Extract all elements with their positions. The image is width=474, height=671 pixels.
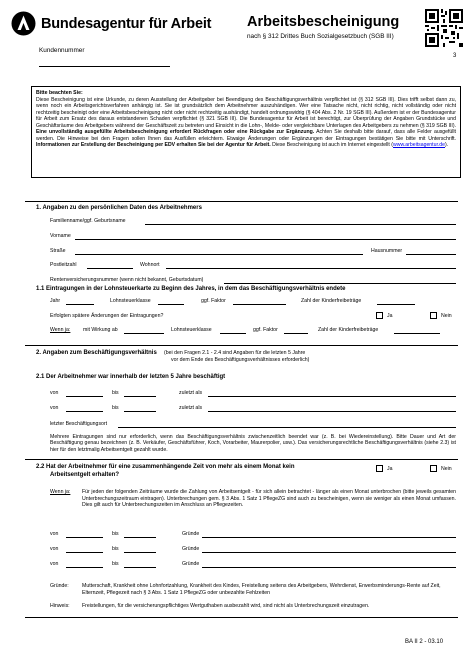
section-2-top-rule: [25, 345, 458, 346]
interruption-1-to-field[interactable]: [124, 537, 156, 538]
notice-heading: Bitte beachten Sie:: [36, 90, 83, 96]
section-2-2-title-2: Arbeitsentgelt erhalten?: [50, 472, 120, 478]
employment-2-as-label: zuletzt als: [179, 405, 203, 411]
effective-from-field[interactable]: [124, 333, 164, 334]
interruption-3-reasons-field[interactable]: [202, 567, 456, 568]
employment-1-as-label: zuletzt als: [179, 390, 203, 396]
factor-2-field[interactable]: [284, 333, 308, 334]
employment-1-as-field[interactable]: [208, 396, 456, 397]
pension-number-field[interactable]: [224, 283, 456, 284]
notice-box: [31, 86, 461, 178]
customer-number-field[interactable]: [39, 66, 170, 67]
if-yes-label: Wenn ja:: [50, 327, 71, 333]
no-pay-no-checkbox[interactable]: [430, 465, 437, 472]
street-field[interactable]: [75, 254, 363, 255]
section-1-1-title: 1.1 Eintragungen in der Lohnsteuerkarte zu Beginn des Jahres, in dem das Beschäftigungsverhältnis endete: [36, 286, 346, 292]
website-link[interactable]: www.arbeitsagentur.de: [393, 142, 446, 149]
interruption-2-from-field[interactable]: [66, 552, 103, 553]
employment-2-to-field[interactable]: [124, 411, 156, 412]
pension-number-label: Rentenversicherungsnummer (wenn nicht bekannt, Geburtsdatum): [50, 277, 204, 283]
reasons-list-text: Mutterschaft, Krankheit ohne Lohnfortzahlung, Krankheit des Kindes, Freistellung seitens des Arbeitgebers, Wehrdienst, Erwerbsminderungs-Rente auf Zeit, Elternzeit, Pflegezeit nach § 3 Abs. 1 Satz 1 PflegeZG oder unbezahlte Fehlzeiten: [82, 583, 441, 596]
employment-2-to-label: bis: [112, 405, 119, 411]
employment-1-to-label: bis: [112, 390, 119, 396]
street-label: Straße: [50, 248, 66, 254]
no-pay-yes-checkbox[interactable]: [376, 465, 383, 472]
interruption-3-to-label: bis: [112, 561, 119, 567]
interruption-3-to-field[interactable]: [124, 567, 156, 568]
family-name-label: Familienname/ggf. Geburtsname: [50, 218, 126, 224]
interruption-2-to-label: bis: [112, 546, 119, 552]
section-1-title: 1. Angaben zu den persönlichen Daten des Arbeitnehmers: [36, 205, 202, 211]
effective-from-label: mit Wirkung ab: [83, 327, 118, 333]
section-2-2-title-1: 2.2 Hat der Arbeitnehmer für eine zusammenhängende Zeit von mehr als einem Monat kein: [36, 464, 295, 470]
qr-code: [425, 9, 463, 47]
interruption-3-from-label: von: [50, 561, 59, 567]
section-1-top-rule: [25, 201, 458, 202]
notice-text: Diese Bescheinigung ist eine Urkunde, zu deren Ausstellung der Arbeitgeber bei Beendigung des Beschäftigungsverhältnis verpflichtet ist (§ 312 SGB III). Dies trifft selbst dann zu, wenn noch ein Arbeitsgerichtsverfahren anhängig ist. Sie ist grundsätzlich dem Arbeitnehmer auszuhändigen. Wer eine Tatsache nicht, nicht richtig, nicht vollständig oder nicht rechtzeitig bescheinigt oder eine Arbeitsbescheinigung nicht oder nicht rechtzeitig aushändigt, handelt ordnungswidrig (§ 404 Abs. 2 Nr. 19 SGB III). Außerdem ist er der Bundesagentur für Arbeit zum Ersatz des daraus entstandenen Schaden verpflichtet (§ 321 SGB III). Die Bundesagentur für Arbeit ist berechtigt, zur Überprüfung der Angaben Grundstücke und Geschäftsräume des Arbeitgebers während der Geschäftszeit zu betreten und Einsicht in die Lohn-, Melde- oder vergleichbare Unterlagen des Arbeitgebers zu nehmen (§ 319 SGB III).: [36, 96, 456, 129]
changes-yes-label: Ja: [387, 313, 393, 319]
employment-2-from-field[interactable]: [66, 411, 103, 412]
reasons-list-label: Gründe:: [50, 583, 69, 589]
hint-label: Hinweis:: [50, 603, 70, 609]
tax-class-field[interactable]: [158, 304, 184, 305]
agency-logo-icon: [11, 11, 36, 36]
last-place-field[interactable]: [118, 427, 456, 428]
notice-text-2: Achten Sie deshalb bitte darauf, dass alle Felder ausgefüllt werden. Die Hinweise bei den Fragen sollen Ihnen das Ausfüllen erleichtern. Etwaige Änderungen oder Ergänzungen der Eintragungen bestätigen Sie bitte mit Unterschrift.: [36, 129, 456, 142]
child-allowance-label: Zahl der Kinderfreibeträge: [301, 298, 362, 304]
city-label: Wohnort: [140, 262, 160, 268]
interruption-1-to-label: bis: [112, 531, 119, 537]
notice-text-3: Diese Bescheinigung ist auch im Internet eingestellt (: [270, 142, 394, 149]
employment-1-from-label: von: [50, 390, 59, 396]
interruption-1-reasons-label: Gründe: [182, 531, 200, 537]
section-2-note-1: (bei den Fragen 2.1 - 2.4 sind Angaben für die letzten 5 Jahre: [164, 350, 306, 356]
postcode-field[interactable]: [87, 268, 133, 269]
no-pay-yes-label: Ja: [387, 466, 393, 472]
no-pay-if-yes-label: Wenn ja:: [50, 489, 71, 495]
employment-1-from-field[interactable]: [66, 396, 103, 397]
house-number-label: Hausnummer: [371, 248, 403, 254]
employment-2-from-label: von: [50, 405, 59, 411]
house-number-field[interactable]: [406, 254, 456, 255]
agency-name: Bundesagentur für Arbeit: [41, 16, 212, 32]
section-2-2-top-rule: [25, 459, 458, 460]
tax-class-label: Lohnsteuerklasse: [110, 298, 151, 304]
changes-no-checkbox[interactable]: [430, 312, 437, 319]
interruption-3-reasons-label: Gründe: [182, 561, 200, 567]
child-allowance-2-field[interactable]: [394, 333, 440, 334]
postcode-label: Postleitzahl: [50, 262, 77, 268]
form-subtitle: nach § 312 Drittes Buch Sozialgesetzbuch (SGB III): [247, 33, 394, 40]
section-2-2-bottom-rule: [25, 617, 458, 618]
last-place-label: letzter Beschäftigungsort: [50, 421, 108, 427]
form-code: BA II 2 - 03.10: [405, 639, 444, 645]
notice-text-close: ).: [445, 142, 449, 149]
customer-number-label: Kundennummer: [39, 47, 85, 54]
interruption-2-reasons-field[interactable]: [202, 552, 456, 553]
no-pay-no-label: Nein: [441, 466, 452, 472]
section-2-1-title: 2.1 Der Arbeitnehmer war innerhalb der letzten 5 Jahre beschäftigt: [36, 374, 226, 380]
interruption-2-reasons-label: Gründe: [182, 546, 200, 552]
first-name-field[interactable]: [75, 239, 456, 240]
section-2-note-2: vor dem Ende des Beschäftigungsverhältnisses erforderlich): [171, 357, 310, 363]
changes-no-label: Nein: [441, 313, 452, 319]
notice-body: [36, 97, 456, 149]
tax-class-2-field[interactable]: [220, 333, 246, 334]
city-field[interactable]: [166, 268, 456, 269]
child-allowance-2-label: Zahl der Kinderfreibeträge: [318, 327, 379, 333]
family-name-field[interactable]: [145, 224, 456, 225]
notice-text-bold-2: Informationen zur Erstellung der Bescheinigung per EDV erhalten Sie bei der Agentur für Arbeit.: [36, 142, 271, 149]
form-title: Arbeitsbescheinigung: [247, 14, 400, 30]
interruption-3-from-field[interactable]: [66, 567, 103, 568]
hint-text: Freistellungen, für die versicherungspflichtiges Wertguthaben ausbezahlt wird, sind nicht als Unterbrechungszeit einzutragen.: [82, 603, 370, 609]
interruption-1-from-label: von: [50, 531, 59, 537]
year-field[interactable]: [66, 304, 94, 305]
interruption-1-from-field[interactable]: [66, 537, 103, 538]
interruption-1-reasons-field[interactable]: [202, 537, 456, 538]
child-allowance-field[interactable]: [377, 304, 415, 305]
employment-1-to-field[interactable]: [124, 396, 156, 397]
changes-question: Erfolgten spätere Änderungen der Eintragungen?: [50, 313, 164, 319]
interruption-2-from-label: von: [50, 546, 59, 552]
factor-2-label: ggf. Faktor: [253, 327, 278, 333]
employment-2-as-field[interactable]: [208, 411, 456, 412]
tax-class-2-label: Lohnsteuerklasse: [171, 327, 212, 333]
notice-text-bold: Eine unvollständig ausgefüllte Arbeitsbescheinigung erfordert Rückfragen oder eine Rückgabe zur Ergänzung.: [36, 129, 315, 136]
year-label: Jahr: [50, 298, 61, 304]
changes-yes-checkbox[interactable]: [376, 312, 383, 319]
factor-label: ggf. Faktor: [201, 298, 226, 304]
section-2-title: 2. Angaben zum Beschäftigungsverhältnis: [36, 350, 157, 356]
first-name-label: Vorname: [50, 233, 71, 239]
multiple-entries-note: Mehrere Eintragungen sind nur erforderlich, wenn das Beschäftigungsverhältnis zwischenzeitlich beendet war (z. B. bei Wiedereinstellung). Bitte Dauer und Art der Beschäftigung genau bezeichnen (z. B. Verkäufer, Geschäftsführer, Koch, Vorarbeiter, Maurerpolier, usw.). Das versicherungsrechtliche Beschäftigungsverhältnis (siehe 2.3) ist hier für den letztmalig Arbeitsentgelt gezahlt wurde.: [50, 434, 456, 453]
factor-field[interactable]: [233, 304, 286, 305]
no-pay-explanation: Für jeden der folgenden Zeiträume wurde die Zahlung von Arbeitsentgelt - für sich allein betrachtet - länger als einen Monat unterbrochen (bitte jeweils gesamten Unterbrechungszeitraum eintragen). Unterbrechungen gem. § 3 Abs. 1 Satz 1 PflegeZG sind auch zu bescheinigen, wenn sie weniger als einen Monat umfassen. Dies gilt auch für Unterbrechungszeiten im Anschluss an Pflegezeiten.: [82, 489, 456, 508]
page-number: 3: [453, 53, 457, 59]
interruption-2-to-field[interactable]: [124, 552, 156, 553]
